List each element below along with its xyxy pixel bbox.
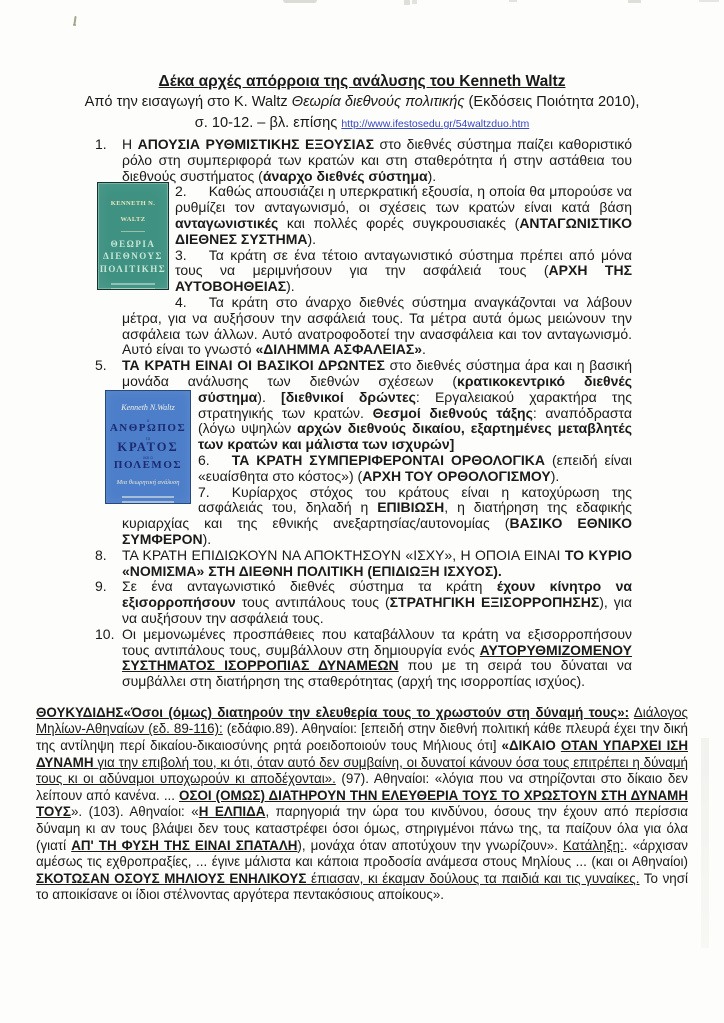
book2-connector: ο (146, 417, 150, 423)
text-run: Σε ένα ανταγωνιστικό διεθνές σύστημα τα κράτη (122, 578, 497, 595)
scan-artifact (73, 24, 76, 26)
scan-artifact (283, 0, 317, 3)
document-header (0, 0, 724, 135)
text-run: ΑΥΤΟΡΥΘΜΙΖΟΜΕΝΟΥ ΣΥΣΤΗΜΑΤΟΣ ΙΣΟΡΡΟΠΙΑΣ ΔΥΝΑΜΕΩΝ (122, 641, 632, 674)
text-run: έπιασαν, κι έκαμαν δούλους τα παιδιά και τις γυναίκες. (306, 870, 640, 886)
book2-title-line: ΑΝΘΡΩΠΟΣ (109, 421, 187, 434)
text-run: ανταγωνιστικές (175, 214, 279, 231)
scan-artifact (701, 738, 709, 948)
text-run: ). (257, 388, 282, 405)
pages-line (0, 113, 724, 135)
text-run: Κατάληξη: (563, 837, 624, 853)
item-number: 5. (95, 357, 107, 374)
text-run: : αναπόδραστα (λόγω υψηλών (198, 404, 632, 437)
item-number: 2. (175, 183, 187, 200)
text-run: Η ΕΛΠΙΔΑ (198, 804, 266, 820)
text-run: ). (202, 530, 212, 547)
text-run: αρχών διεθνούς δικαίου, εξαρτημένες μεταβλητές των κρατών και μάλιστα των ισχυρών] (198, 420, 632, 453)
item-number: 4. (175, 293, 187, 310)
text-run: ΟΣΟΙ (ΟΜΩΣ) ΔΙΑΤΗΡΟΥΝ ΤΗΝ ΕΛΕΥΘΕΡΙΑ ΤΟΥΣ ΤΟ ΧΡΩΣΤΟΥΝ ΣΤΗ ΔΥΝΑΜΗ ΤΟΥΣ (36, 787, 688, 820)
book2-small-text (122, 496, 174, 498)
list-item-8 (95, 548, 632, 580)
scan-artifact (509, 0, 517, 2)
text-run: που με τη σειρά του δύναται να συμβάλλει στη διατήρηση της σταθερότητας (αρχή της ισορροπίας ισχύος). (122, 657, 632, 690)
book1-small-text (111, 283, 155, 285)
item-text (122, 136, 632, 184)
principles-list (95, 137, 632, 690)
book2-subtitle: Μια θεωρητική ανάλυση (116, 478, 180, 486)
page-title (0, 71, 724, 92)
text-run: «ΔΙΛΗΜΜΑ ΑΣΦΑΛΕΙΑΣ» (255, 341, 423, 358)
book1-author: KENNETH N. WALTZ (110, 200, 156, 224)
text-run: ΤΟ ΚΥΡΙΟ «ΝΟΜΙΣΜΑ» ΣΤΗ ΔΙΕΘΝΗ ΠΟΛΙΤΙΚΗ (ΕΠΙΔΙΩΞΗ ΙΣΧΥΟΣ). (122, 546, 632, 579)
text-run: άναρχο διεθνές σύστημα (262, 167, 428, 184)
book-cover-theory-of-international-politics (97, 182, 169, 290)
text-run: Κυρίαρχος στόχος του κράτους είναι η κατοχύρωση της ασφάλειάς του, δηλαδή η (198, 483, 632, 516)
item-number: 6. (198, 451, 210, 468)
text-run: , η διατήρηση της εδαφικής κυριαρχίας και της εθνικής ανεξαρτησίας/αυτονομίας ( (122, 499, 632, 532)
text-run: ΣΤΡΑΤΗΓΙΚΗ ΕΞΙΣΟΡΡΟΠΗΣΗΣ (389, 594, 600, 611)
text-run: Το νησί το αποικίσανε οι ίδιοι στέλνοντας αργότερα πεντακόσιους αποίκους». (36, 870, 688, 903)
item-number: 10. (95, 625, 115, 642)
source-suffix: (Εκδόσεις Ποιότητα 2010), (464, 94, 640, 110)
book1-small-text (111, 288, 155, 290)
text-run: (97). Αθηναίοι: «λόγια που να στηρίζονται στο δίκαιο δεν λείπουν από κανένα. ... (36, 771, 688, 803)
text-run: σύστημα (198, 388, 258, 405)
text-run: ). (307, 230, 317, 247)
text-run: ΑΝΤΑΓΩΝΙΣΤΙΚΟ ΔΙΕΘΝΕΣ ΣΥΣΤΗΜΑ (175, 214, 632, 247)
text-run: Διάλογος Μηλίων-Αθηναίων (εδ. 89-116): (36, 704, 688, 737)
text-run: έχουν κίνητρο να εξισορροπήσουν (122, 578, 632, 611)
text-run: ). (550, 467, 560, 484)
text-run: Η (122, 136, 138, 152)
item-number: 1. (95, 136, 107, 152)
source-prefix: Από την εισαγωγή στο Κ. Waltz (84, 94, 292, 110)
text-run: ΤΑ ΚΡΑΤΗ ΕΙΝΑΙ ΟΙ ΒΑΣΙΚΟΙ ΔΡΩΝΤΕΣ (122, 357, 385, 374)
item-number: 7. (198, 483, 210, 500)
text-run: ΕΠΙΒΙΩΣΗ (377, 499, 445, 516)
item-number: 8. (95, 546, 107, 563)
book1-title-line: ΔΙΕΘΝΟΥΣ (103, 251, 163, 262)
text-run: ΒΑΣΙΚΟ ΕΘΝΙΚΟ ΣΥΜΦΕΡΟΝ (122, 515, 632, 547)
book2-small-text (122, 501, 174, 503)
text-run: Καθώς απουσιάζει η υπερκρατική εξουσία, η οποία θα μπορούσε να ρυθμίζει τον ανταγωνισμό, οι σχέσεις των κρατών είναι κατά βάση (175, 183, 632, 216)
text-run: (επειδή είναι «ευαίσθητα στο κόστος») ( (198, 451, 633, 484)
scan-artifact (404, 0, 410, 5)
list-item-9 (95, 579, 632, 626)
pages-text: σ. 10-12. – βλ. επίσης (194, 115, 342, 131)
source-line (0, 92, 724, 113)
text-run: , παρηγοριά την ώρα του κινδύνου, όσους την έχουν από περίσσια δύναμη κι αν τους βλάψει δεν τους καταστρέφει όσοι όμως, στηριγμένοι πάνω της, τα παίζουν όλα για όλα (γιατί (36, 804, 688, 853)
book2-connector: και ο (143, 454, 153, 460)
text-run: . (422, 341, 426, 358)
book1-rule (121, 231, 145, 232)
source-link[interactable]: http://www.ifestosedu.gr/54waltzduo.htm (341, 118, 530, 130)
scan-artifact (628, 0, 641, 3)
text-run: και πολλές φορές συγκρουσιακές ( (278, 214, 520, 231)
text-run: . «άρχισαν αμέσως τις εχθροπραξίες, ... έγινε μάλιστα και κάποια προδοσία ανάμεσα στους Μηλίους ... (και οι Αθηναίοι) (36, 837, 688, 870)
text-run: Θεσμοί διεθνούς τάξης (372, 404, 533, 421)
text-run: ). (286, 278, 295, 295)
item-text (175, 247, 632, 295)
item-text (122, 357, 632, 389)
text-run: ». (103). Αθηναίοι: « (70, 804, 199, 820)
item-text (122, 294, 632, 357)
paragraph-text (36, 705, 688, 903)
item-text (122, 578, 632, 626)
text-run: στο διεθνές σύστημα άρα και η βασική μονάδα ανάλυσης των διεθνών σχέσεων ( (122, 357, 632, 389)
list-item-3 (95, 248, 632, 295)
text-run: ΤΑ ΚΡΑΤΗ ΕΠΙΔΙΩΚΟΥΝ ΝΑ ΑΠΟΚΤΗΣΟΥΝ «ΙΣΧΥ», Η ΟΠΟΙΑ ΕΙΝΑΙ (122, 546, 565, 563)
text-run: Οι μεμονωμένες προσπάθειες που καταβάλλουν τα κράτη να εξισορροπήσουν τους αντιπάλους τους, συμβάλλουν στη δημιουργία ενός (122, 625, 632, 658)
text-run: [διεθνικοί δρώντες (281, 388, 416, 405)
list-item-5 (95, 358, 632, 390)
text-run: ), μονάχα όταν αποτύχουν την γνωρίζουν». (297, 837, 564, 853)
book2-connector: το (145, 435, 151, 441)
item-text (122, 626, 632, 689)
text-run: ). (427, 167, 437, 184)
list-item-10 (95, 627, 632, 690)
text-run: ), για να αυξήσουν την ασφάλειά τους. (122, 594, 632, 626)
text-run: στο διεθνές σύστημα παίζει καθοριστικό ρόλο στη συμπεριφορά των κρατών και στη σταθερότητα ή στην αστάθεια του διεθνούς συστήματος ( (122, 136, 633, 184)
text-run: τους αντιπάλους τους ( (235, 594, 390, 611)
book1-title-line: ΠΟΛΙΤΙΚΗΣ (99, 263, 167, 274)
page-title-text: Δέκα αρχές απόρροια της ανάλυσης του Kenneth Waltz (158, 73, 566, 90)
book2-title-line: ΠΟΛΕΜΟΣ (113, 458, 183, 471)
text-run: : Εργαλειακού χαρακτήρα της στρατηγικής των κρατών. (198, 388, 632, 421)
text-run: ΑΠ' ΤΗ ΦΥΣΗ ΤΗΣ ΕΙΝΑΙ ΣΠΑΤΑΛΗ (71, 837, 298, 853)
text-run: ΘΟΥΚΥΔΙΔΗΣ«Όσοι (όμως) διατηρούν την ελευθερία τους το χρωστούν στη δύναμή τους»: (36, 704, 630, 720)
list-item-4 (95, 295, 632, 358)
item-text (122, 547, 632, 579)
book-cover-man-the-state-and-war (105, 390, 191, 504)
text-run: ΤΑ ΚΡΑΤΗ ΣΥΜΠΕΡΙΦΕΡΟΝΤΑΙ ΟΡΘΟΛΟΓΙΚΑ (231, 451, 546, 468)
item-text (175, 183, 632, 246)
text-run: ΑΡΧΗ ΤΗΣ ΑΥΤΟΒΟΗΘΕΙΑΣ (175, 262, 632, 295)
item-text (198, 389, 632, 452)
book1-title-line: ΘΕΩΡΙΑ (110, 238, 156, 249)
book2-author: Kenneth N.Waltz (121, 402, 175, 412)
scan-artifact (699, 0, 719, 2)
text-run: ΣΚΟΤΩΣΑΝ ΟΣΟΥΣ ΜΗΛΙΟΥΣ ΕΝΗΛΙΚΟΥΣ (36, 870, 307, 886)
item-number: 3. (175, 246, 187, 263)
text-run: για την επιβολή του, κι ότι, όταν αυτό δεν συμβαίνη, οι δυνατοί κάνουν όσα τους επιτρέπει η δύναμή τους κι οι αδύναμοι υποχωρούν κι αποδέχονται». (36, 754, 688, 787)
list-item-1 (95, 137, 632, 184)
text-run: Τα κράτη σε ένα τέτοιο ανταγωνιστικό σύστημα πρέπει από μόνα τους να μεριμνήσουν για την ασφάλειά τους ( (175, 246, 632, 279)
text-run: «ΔΙΚΑΙΟ (501, 738, 561, 754)
source-book-title: Θεωρία διεθνούς πολιτικής (291, 94, 465, 110)
item-number: 9. (95, 578, 107, 595)
text-run: Τα κράτη στο άναρχο διεθνές σύστημα αναγκάζονται να λάβουν μέτρα, για να αυξήσουν την ασφάλειά τους. Τα μέτρα αυτά όμως μειώνουν την ασφάλεια των άλλων. Αυτό ανατροφοδοτεί την ανασφάλεια και τον ανταγωνισμό. Αυτό είναι το γνωστό (122, 293, 632, 358)
thucydides-paragraph (36, 705, 688, 904)
text-run: (εδάφιο.89). Αθηναίοι: [επειδή στην διεθνή πολιτική κάθε πλευρά έχει την δική της αντίληψη περί δικαίου-δικαιοσύνης ρητά ροειδοποιούν τους Μήλιους ότι] (36, 721, 688, 754)
book2-title-line: ΚΡΑΤΟΣ (117, 439, 179, 454)
text-run: ΑΡΧΗ ΤΟΥ ΟΡΘΟΛΟΓΙΣΜΟΥ (362, 467, 551, 484)
item-text (198, 452, 632, 484)
text-run: ΟΤΑΝ ΥΠΑΡΧΕΙ ΙΣΗ ΔΥΝΑΜΗ (36, 738, 688, 770)
scan-artifact (412, 0, 417, 4)
text-run: ΑΠΟΥΣΙΑ ΡΥΘΜΙΣΤΙΚΗΣ ΕΞΟΥΣΙΑΣ (137, 136, 374, 152)
text-run: κρατικοκεντρικό διεθνές (457, 372, 632, 389)
